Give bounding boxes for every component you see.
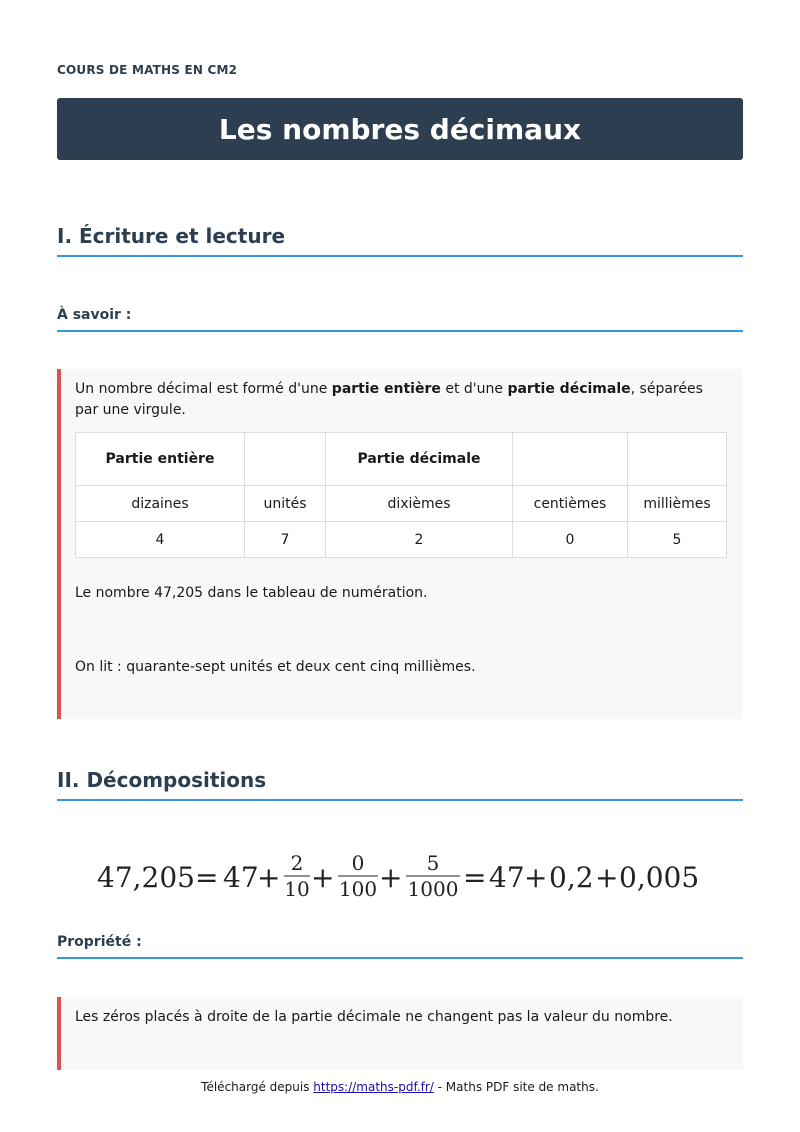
table-cell: millièmes: [628, 486, 727, 522]
table-cell: 7: [245, 522, 326, 558]
decomposition-formula: [97, 850, 703, 900]
fraction-numerator: 2: [290, 851, 304, 875]
course-label: COURS DE MATHS EN CM2: [57, 63, 238, 77]
fraction-denominator: 100: [338, 877, 378, 900]
table-cell: 5: [628, 522, 727, 558]
table-cell: centièmes: [513, 486, 628, 522]
footer-link[interactable]: https://maths-pdf.fr/: [313, 1080, 434, 1094]
fraction-denominator: 10: [284, 877, 310, 900]
formula-whole: 47: [223, 861, 259, 894]
fraction-denominator: 1000: [407, 877, 459, 900]
table-header-row: [76, 433, 727, 486]
formula-equals: =: [195, 861, 219, 894]
formula-right-whole: 47: [489, 861, 525, 894]
table-cell: 4: [76, 522, 245, 558]
formula-plus: +: [311, 861, 335, 894]
savoir-heading: À savoir :: [57, 307, 743, 332]
formula-term: 0,005: [619, 861, 700, 894]
table-header-cell: [628, 433, 727, 486]
formula-equals: =: [463, 861, 487, 894]
definition-text-part: , séparées par une virgule.: [75, 381, 703, 418]
term-partie-decimale: partie décimale: [507, 381, 631, 397]
table-cell: dixièmes: [326, 486, 513, 522]
table-caption: Le nombre 47,205 dans le tableau de numération.: [75, 585, 428, 601]
definition-text-part: et d'une: [440, 381, 508, 397]
footer: [0, 1080, 800, 1094]
table-cell: unités: [245, 486, 326, 522]
formula-term: 0,2: [549, 861, 594, 894]
table-row-digits: [76, 522, 727, 558]
formula-plus: +: [257, 861, 281, 894]
propriete-heading: Propriété :: [57, 934, 743, 959]
formula-plus: +: [379, 861, 403, 894]
table-header-cell: Partie décimale: [326, 433, 513, 486]
definition-text: [75, 379, 725, 421]
page-title: Les nombres décimaux: [57, 98, 743, 160]
footer-prefix: Téléchargé depuis: [201, 1080, 314, 1094]
footer-suffix: - Maths PDF site de maths.: [433, 1080, 599, 1094]
fraction-numerator: 5: [426, 851, 440, 875]
definition-box: [57, 369, 743, 719]
property-text: Les zéros placés à droite de la partie décimale ne changent pas la valeur du nombre.: [75, 1009, 673, 1025]
property-box: [57, 997, 743, 1070]
reading-text: On lit : quarante-sept unités et deux cent cinq millièmes.: [75, 659, 476, 675]
formula-plus: +: [595, 861, 619, 894]
definition-text-part: Un nombre décimal est formé d'une: [75, 381, 332, 397]
section-1-heading: I. Écriture et lecture: [57, 224, 743, 257]
formula-left: 47,205: [97, 861, 195, 894]
table-header-cell: Partie entière: [76, 433, 245, 486]
table-row-units: [76, 486, 727, 522]
table-header-cell: [513, 433, 628, 486]
term-partie-entiere: partie entière: [331, 381, 441, 397]
formula-plus: +: [524, 861, 548, 894]
table-cell: 0: [513, 522, 628, 558]
numeration-table: [75, 432, 727, 558]
section-2-heading: II. Décompositions: [57, 768, 743, 801]
table-header-cell: [245, 433, 326, 486]
table-cell: 2: [326, 522, 513, 558]
table-cell: dizaines: [76, 486, 245, 522]
fraction-numerator: 0: [351, 851, 365, 875]
